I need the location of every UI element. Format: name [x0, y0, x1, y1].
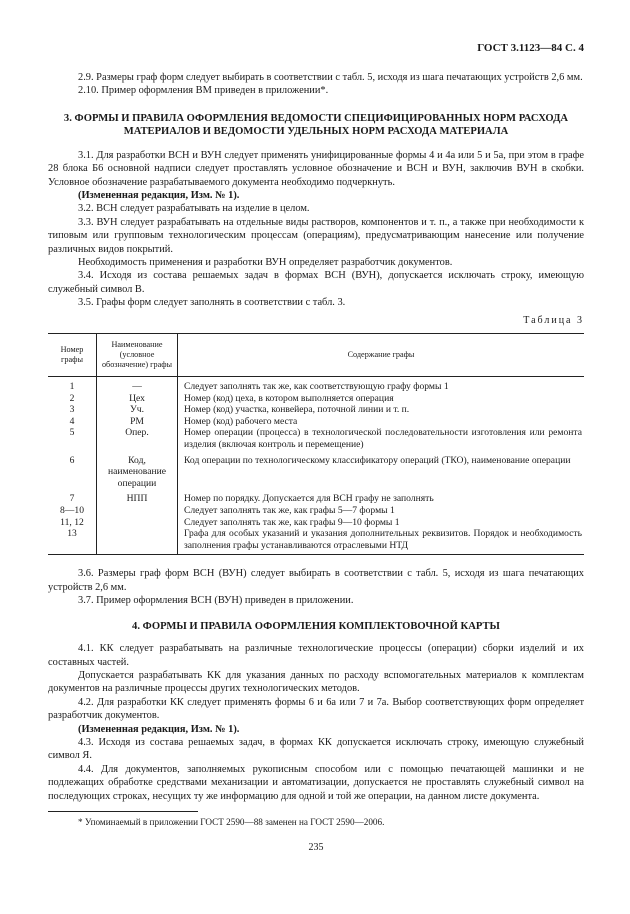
cell-number: 8—10 [48, 505, 97, 517]
paragraph-3-1: 3.1. Для разработки ВСН и ВУН следует применять унифицированные формы 4 и 4а или 5 и 5а, при этом в графе 28 блока Б6 основной надписи следует проставлять условное обозначение и ВСН и ВУН, заключив ВУН в скобки. Условное обозначение разрабатываемого документа необходимо подчеркнуть. [48, 149, 584, 188]
paragraph-4-1-note: Допускается разрабатывать КК для указания данных по расходу вспомогательных материалов к комплектам документов на различные процессы других технологических методов. [48, 669, 584, 695]
cell-name [97, 517, 178, 529]
body-text [48, 71, 584, 855]
cell-name [97, 528, 178, 555]
cell-content: Номер (код) цеха, в котором выполняется операция [184, 392, 394, 404]
paragraph-3-3: 3.3. ВУН следует разрабатывать на отдельные виды растворов, компонентов и т. п., а также при необходимости к типовым или групповым технологическим процессам (операциям), предусматривающим нанесение или получение различных видов покрытий. [48, 216, 584, 255]
table-row [48, 505, 584, 517]
cell-content: Номер (код) участка, конвейера, поточной линии и т. п. [184, 404, 410, 416]
cell-name: Код, наименование операции [97, 451, 178, 490]
cell-content: Следует заполнять так же, как графы 5—7 формы 1 [184, 505, 395, 517]
cell-name: РМ [97, 416, 178, 428]
table-row [48, 416, 584, 428]
paragraph-4-3: 4.3. Исходя из состава решаемых задач, в формах КК допускается исключать строку, имеющую служебный символ Я. [48, 736, 584, 762]
paragraph-2-10: 2.10. Пример оформления ВМ приведен в приложении*. [78, 85, 329, 97]
cell-name: Опер. [97, 427, 178, 450]
cell-content: Следует заполнять так же, как соответствующую графу формы 1 [184, 381, 449, 393]
table-3-caption: Таблица 3 [523, 314, 584, 326]
table-header-content: Содержание графы [178, 334, 585, 377]
cell-number: 3 [48, 404, 97, 416]
table-header-number: Номер графы [48, 334, 97, 377]
table-row [48, 489, 584, 505]
footnote: * Упоминаемый в приложении ГОСТ 2590—88 заменен на ГОСТ 2590—2006. [78, 817, 385, 827]
cell-content: Номер операции (процесса) в технологической последовательности изготовления или ремонта изделия (включая контроль и перемещение) [184, 427, 582, 451]
section-3-title: 3. ФОРМЫ И ПРАВИЛА ОФОРМЛЕНИЯ ВЕДОМОСТИ СПЕЦИФИЦИРОВАННЫХ НОРМ РАСХОДА МАТЕРИАЛОВ И ВЕДОМОСТИ УДЕЛЬНЫХ НОРМ РАСХОДА МАТЕРИАЛА [63, 112, 569, 138]
paragraph-3-2: 3.2. ВСН следует разрабатывать на изделие в целом. [78, 203, 310, 215]
cell-content: Код операции по технологическому классификатору операций (ТКО), наименование операции [184, 454, 571, 466]
cell-name: НПП [97, 489, 178, 505]
paragraph-2-9: 2.9. Размеры граф форм следует выбирать в соответствии с табл. 5, исходя из шага печатающих устройств 2,6 мм. [78, 72, 583, 83]
table-row [48, 517, 584, 529]
cell-number: 11, 12 [48, 517, 97, 529]
section-4-title: 4. ФОРМЫ И ПРАВИЛА ОФОРМЛЕНИЯ КОМПЛЕКТОВОЧНОЙ КАРТЫ [132, 620, 500, 632]
table-row [48, 427, 584, 450]
paragraph-3-6: 3.6. Размеры граф форм ВСН (ВУН) следует выбирать в соответствии с табл. 5, исходя из шага печатающих устройств 2,6 мм. [48, 568, 584, 593]
cell-number: 1 [48, 377, 97, 393]
paragraph-3-5: 3.5. Графы форм следует заполнять в соответствии с табл. 3. [78, 297, 346, 309]
cell-number: 6 [48, 451, 97, 490]
cell-name: — [97, 377, 178, 393]
paragraph-4-1: 4.1. КК следует разрабатывать на различные технологические процессы (операции) сборки изделий и их составных частей. [48, 643, 584, 668]
page-header: ГОСТ 3.1123—84 С. 4 [477, 42, 584, 54]
cell-number: 5 [48, 427, 97, 450]
table-row [48, 404, 584, 416]
cell-content: Номер (код) рабочего места [184, 415, 298, 427]
paragraph-4-2: 4.2. Для разработки КК следует применять формы 6 и 6а или 7 и 7а. Выбор соответствующих форм определяет разработчик документов. [48, 696, 584, 722]
table-row [48, 377, 584, 393]
table-3 [48, 333, 584, 555]
table-header-name: Наименование (условное обозначение) графы [97, 334, 178, 377]
cell-number: 13 [48, 528, 97, 555]
paragraph-4-4: 4.4. Для документов, заполняемых рукописным способом или с помощью печатающей машинки и не подлежащих обработке средствами механизации и автоматизации, допускается не проставлять служебный символ на последующих строках, несущих ту же информацию для одной и той же операции, на данном листе документа. [48, 763, 584, 802]
cell-name [97, 505, 178, 517]
cell-content: Следует заполнять так же, как графы 9—10 формы 1 [184, 516, 400, 528]
table-row [48, 451, 584, 490]
paragraph-3-3-note: Необходимость применения и разработки ВУН определяет разработчик документов. [78, 257, 453, 269]
cell-name: Уч. [97, 404, 178, 416]
page-number: 235 [308, 842, 324, 854]
cell-content: Номер по порядку. Допускается для ВСН графу не заполнять [184, 493, 434, 505]
cell-name: Цех [97, 393, 178, 405]
table-row [48, 528, 584, 555]
edit-note-4: (Измененная редакция, Изм. № 1). [78, 723, 240, 735]
paragraph-3-4: 3.4. Исходя из состава решаемых задач в формах ВСН (ВУН), допускается исключать строку, имеющую служебный символ В. [48, 270, 584, 295]
cell-number: 7 [48, 489, 97, 505]
cell-number: 2 [48, 393, 97, 405]
table-row [48, 393, 584, 405]
paragraph-3-7: 3.7. Пример оформления ВСН (ВУН) приведен в приложении. [78, 595, 354, 607]
edit-note-3: (Измененная редакция, Изм. № 1). [78, 190, 240, 202]
cell-content: Графа для особых указаний и указания дополнительных реквизитов. Порядок и необходимость заполнения графы устанавливаются отраслевыми НТД [178, 528, 585, 555]
cell-number: 4 [48, 416, 97, 428]
